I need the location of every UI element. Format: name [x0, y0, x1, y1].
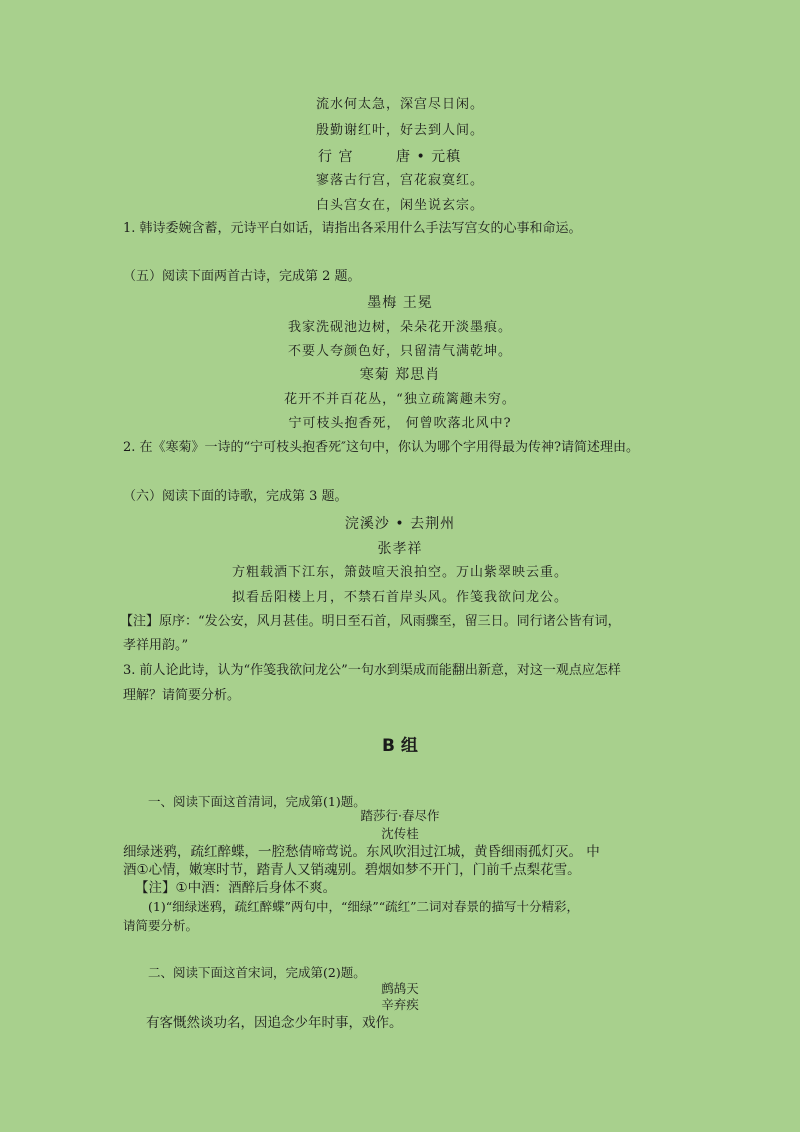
- section-heading: （五）阅读下面两首古诗，完成第 2 题。: [123, 269, 361, 284]
- note: 孝祥用韵。”: [123, 638, 189, 653]
- poem-line: 流水何太急，深宫尽日闲。: [315, 97, 484, 112]
- poem-title: 行 宫: [318, 149, 354, 165]
- poem-line: 宁可枝头抱香死， 何曾吹落北风中?: [288, 416, 512, 431]
- poem-line: 殷勤谢红叶，好去到人间。: [315, 123, 484, 138]
- poem-title: 踏莎行·春尽作: [360, 808, 440, 823]
- poem-author: 沈传桂: [381, 826, 419, 841]
- poem-author: 辛弃疾: [381, 997, 419, 1012]
- note: 【注】原序：“发公安，风月甚佳。明日至石首，风雨骤至，留三日。同行诸公皆有词，: [120, 614, 621, 629]
- poem-author: 张孝祥: [377, 541, 423, 557]
- poem-body: 细绿迷鸦，疏红醉蝶，一腔愁倩啼莺说。东风吹泪过江城，黄昏细雨孤灯灭。 中: [123, 844, 600, 860]
- poem-preface: 有客慨然谈功名，因追念少年时事，戏作。: [146, 1015, 403, 1031]
- poem-line: 花开不并百花丛，“独立疏篱趣未穷。: [284, 392, 516, 407]
- poem-line: 寥落古行宫，宫花寂寞红。: [315, 173, 484, 188]
- group-heading: B 组: [382, 736, 418, 756]
- note: 【注】①中酒：酒醉后身体不爽。: [135, 880, 337, 896]
- poem-title: 浣溪沙 • 去荆州: [344, 516, 456, 532]
- poem-body: 酒①心情，嫩寒时节，踏青人又销魂别。碧烟如梦不开门，门前千点梨花雪。: [123, 862, 581, 878]
- poem-line: 不要人夸颜色好，只留清气满乾坤。: [287, 344, 512, 359]
- poem-title: 寒菊 郑思肖: [359, 367, 441, 383]
- poem-author: 唐 • 元稹: [396, 149, 462, 165]
- question-3: 理解？请简要分析。: [123, 688, 241, 703]
- poem-line: 方粗载酒下江东，箫鼓喧天浪拍空。万山紫翠映云重。: [231, 565, 568, 580]
- question-3: 3. 前人论此诗，认为“作笺我欲问龙公”一句水到渠成而能翻出新意，对这一观点应怎样: [123, 663, 621, 678]
- question-2: 2. 在《寒菊》一诗的“宁可枝头抱香死″这句中，你认为哪个字用得最为传神?请简述理由。: [123, 440, 640, 455]
- poem-line: 我家洗砚池边树，朵朵花开淡墨痕。: [287, 320, 512, 335]
- poem-line: 拟看岳阳楼上月，不禁石首岸头风。作笺我欲问龙公。: [231, 590, 568, 605]
- section-heading: 一、阅读下面这首清词，完成第(1)题。: [148, 794, 366, 809]
- question-1: 1. 韩诗委婉含蓄，元诗平白如话，请指出各采用什么手法写宫女的心事和命运。: [123, 221, 582, 236]
- section-heading: （六）阅读下面的诗歌，完成第 3 题。: [123, 489, 348, 504]
- poem-title: 墨梅 王冕: [367, 295, 433, 311]
- section-heading: 二、阅读下面这首宋词，完成第(2)题。: [148, 965, 366, 980]
- poem-line: 白头宫女在，闲坐说玄宗。: [315, 198, 484, 213]
- question-1: (1)“细绿迷鸦，疏红醉蝶”两句中，“细绿”“疏红”二词对春景的描写十分精彩，: [148, 899, 580, 914]
- question-1: 请简要分析。: [123, 918, 199, 933]
- poem-title: 鹧鸪天: [381, 981, 419, 996]
